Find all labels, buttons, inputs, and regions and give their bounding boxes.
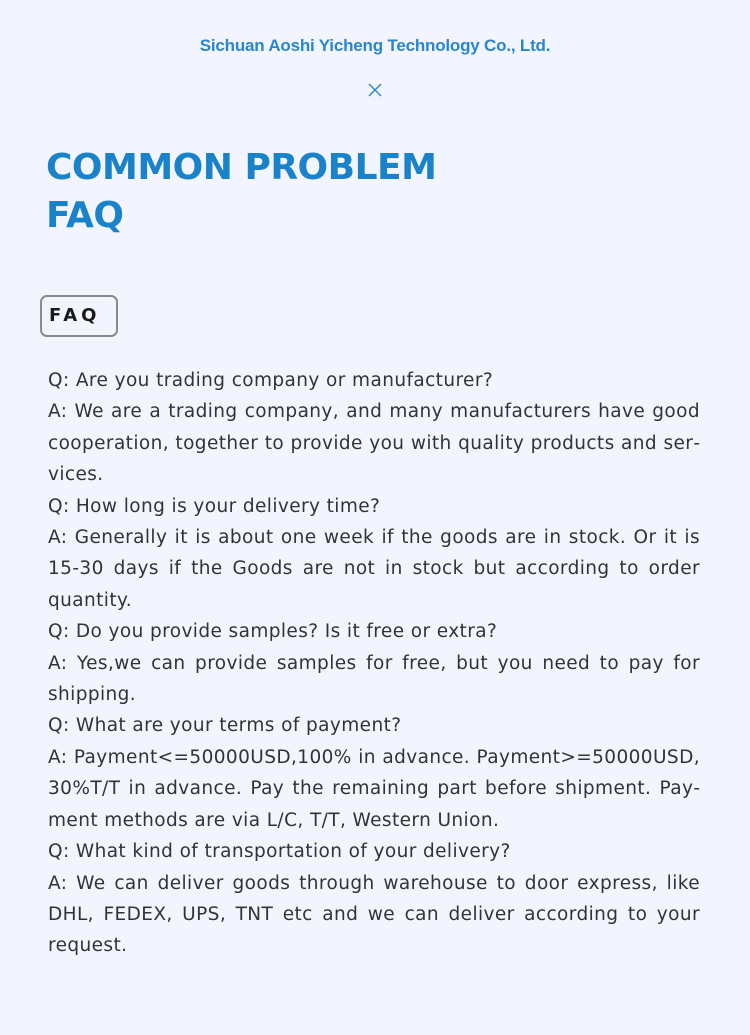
faq-answer: A: We are a trading company, and many manufacturers have good cooperation, together to provide you with quality products and services. [48, 401, 700, 486]
faq-item [48, 710, 700, 836]
page-title [46, 144, 436, 240]
faq-question: Q: What kind of transportation of your delivery? [48, 841, 511, 863]
faq-question: Q: Do you provide samples? Is it free or extra? [48, 621, 498, 643]
faq-item [48, 616, 700, 710]
faq-item [48, 836, 700, 962]
faq-question: Q: Are you trading company or manufacturer? [48, 370, 494, 391]
faq-question: Q: What are your terms of payment? [48, 715, 402, 737]
faq-question: Q: How long is your delivery time? [48, 495, 381, 517]
faq-item [48, 491, 700, 617]
faq-badge: FAQ [40, 295, 118, 337]
faq-answer: A: We can deliver goods through warehouse to door express, like DHL, FEDEX, UPS, TNT etc and we can deliver according to your request. [48, 872, 700, 957]
faq-answer: A: Yes,we can provide samples for free, but you need to pay for shipping. [48, 652, 700, 706]
close-icon[interactable] [367, 82, 383, 98]
faq-list [48, 365, 700, 962]
page-title-line2: FAQ [46, 195, 124, 236]
faq-item [48, 365, 700, 491]
faq-answer: A: Payment<=50000USD,100% in advance. Payment>=50000USD, 30%T/T in advance. Pay the remaining part before shipment. Payment methods are via L/C, T/T, Western Union. [48, 746, 700, 831]
page-title-line1: COMMON PROBLEM [46, 147, 437, 188]
faq-answer: A: Generally it is about one week if the goods are in stock. Or it is 15-30 days if the Goods are not in stock but according to order quantity. [48, 527, 700, 611]
company-name: Sichuan Aoshi Yicheng Technology Co., Ltd. [199, 36, 551, 55]
